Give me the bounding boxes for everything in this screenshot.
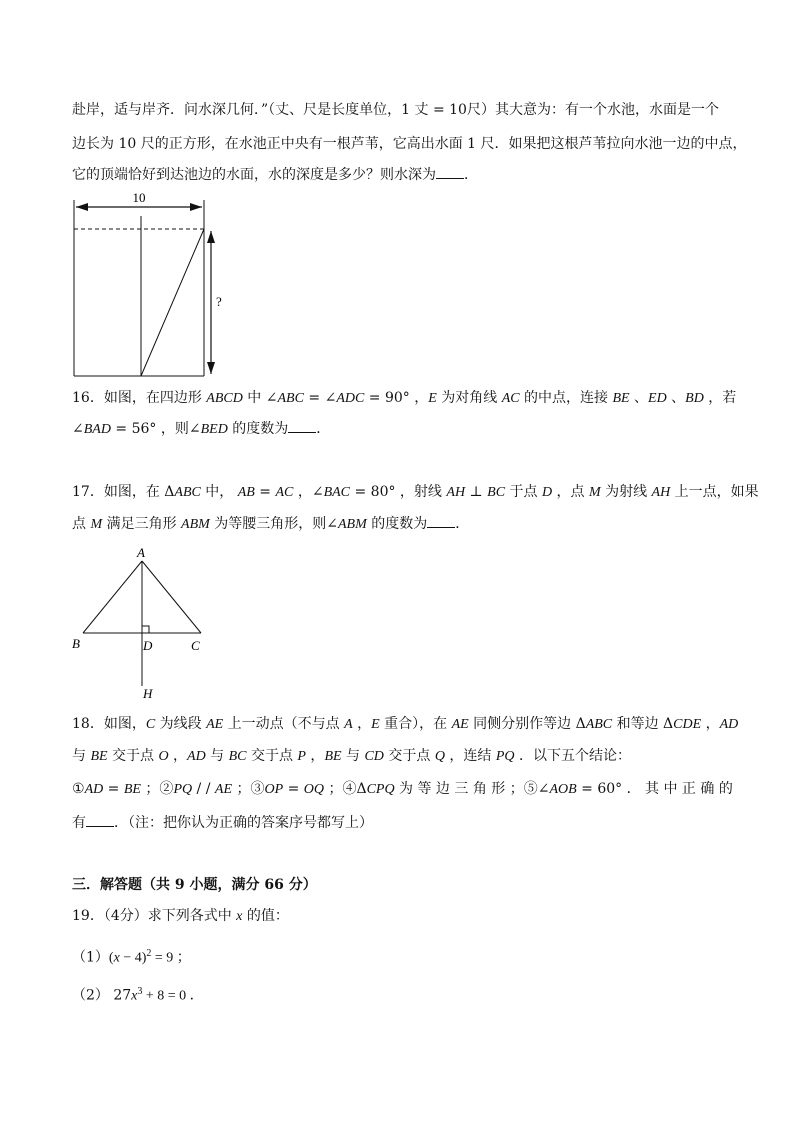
q19-part-2: （2） $27x^3 + 8 = 0$ ． [72,986,204,1004]
section-3-heading: 三．解答题（共 9 小题，满分 66 分） [72,877,317,893]
label-c: C [191,638,200,653]
q18-line-4: 有 ．（注：把你认为正确的答案序号都写上） [72,812,373,833]
answer-blank [288,418,316,433]
depth-dimension-arrow [207,231,215,374]
q18-line-1: 18．如图，C 为线段 AE 上一动点（不与点 A ，E 重合），在 AE 同侧分别作等边 ΔABC 和等边 ΔCDE ，AD [72,716,739,732]
q16-line-2: ∠BAD = 56° ，则∠BED 的度数为 ． [72,418,330,440]
right-angle-mark [142,626,149,633]
reed-pulled [141,229,204,376]
q17-line-1: 17．如图，在 ΔABC 中， AB = AC ，∠BAC = 80° ，射线 AH ⊥ BC 于点 D ，点 M 为射线 AH 上一点，如果 [72,484,759,500]
q18-line-2: 与 BE 交于点 O ，AD 与 BC 交于点 P ，BE 与 CD 交于点 Q ，连结 PQ ．以下五个结论： [72,748,631,764]
q15-line-1: 赴岸，适与岸齐．问水深几何．”（丈、尺是长度单位，1 丈 = 10尺）其大意为：有一个水池，水面是一个 [72,102,719,118]
depth-label: ? [216,294,222,309]
pond-square [74,200,204,376]
label-a: A [137,545,145,560]
q19-stem: 19．（4分）求下列各式中 x 的值： [72,908,289,924]
answer-blank [427,513,455,528]
answer-blank [86,812,114,827]
q19-part-1: $(1)(x - 4)^2 = 9$ ； [72,948,191,966]
triangle-figure [83,561,201,686]
q15-line-2: 边长为 10 尺的正方形，在水池正中央有一根芦苇，它高出水面 1 尺．如果把这根芦苇拉向水池一边的中点， [72,136,747,152]
label-h: H [143,686,153,701]
q15-line-3: 它的顶端恰好到达池边的水面，水的深度是多少？则水深为 ． [72,164,478,185]
q16-line-1: 16．如图，在四边形 ABCD 中 ∠ABC = ∠ADC = 90° ，E 为对角线 AC 的中点，连接 BE 、ED 、BD ，若 [72,390,737,406]
q18-line-3: ①AD = BE ；②PQ / / AE ；③OP = OQ ；④ΔCPQ 为 等 边 三 角 形 ；⑤∠AOB = 60° ． 其 中 正 确 的 [72,781,733,797]
label-b: B [72,636,80,651]
label-d: D [143,638,153,653]
q17-line-2: 点 M 满足三角形 ABM 为等腰三角形，则∠ABM 的度数为 ． [72,513,469,535]
width-label: 10 [132,190,146,205]
